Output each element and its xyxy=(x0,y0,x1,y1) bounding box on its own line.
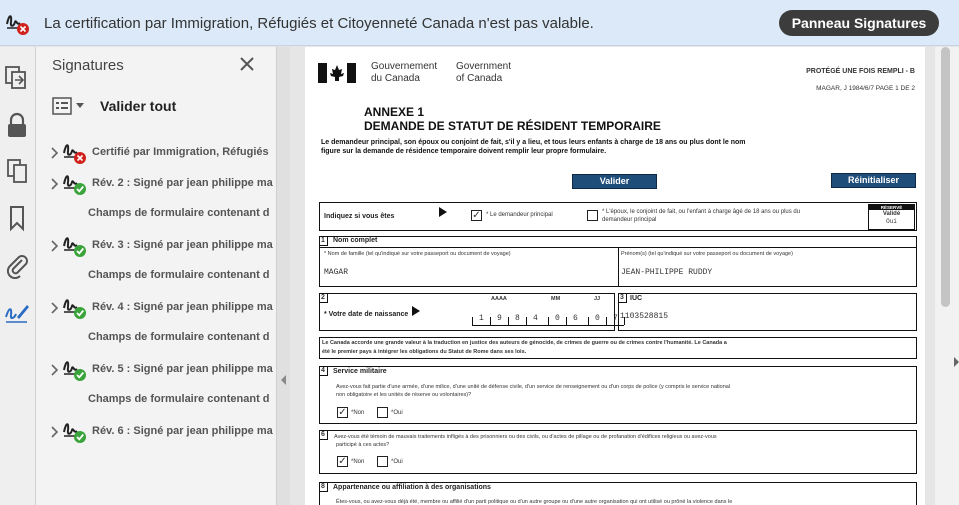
dob-digit: 7 xyxy=(613,314,618,323)
section-6-number: 8 xyxy=(319,482,328,492)
dob-label: * Votre date de naissance xyxy=(324,311,409,318)
chevron-right-icon[interactable] xyxy=(50,301,60,315)
reset-button[interactable]: Réinitialiser xyxy=(831,173,916,188)
dob-digit: 0 xyxy=(555,314,560,323)
signature-item[interactable] xyxy=(36,293,276,323)
section-4-question-1: Avez-vous fait partie d'une armée, d'une milice, d'une unité de défense civile, d'un service de renseignement ou d'un corps de police (y compris le service national xyxy=(336,384,731,390)
year-label: AAAA xyxy=(491,296,507,302)
family-name-field[interactable]: MAGAR xyxy=(324,268,349,277)
divider xyxy=(618,247,619,287)
form-reference: MAGAR, J 1984/6/7 PAGE 1 DE 2 xyxy=(816,85,915,92)
digit-separator xyxy=(472,317,473,325)
signature-label: Certifié par Immigration, Réfugiés xyxy=(92,146,269,158)
arrow-icon xyxy=(439,207,447,217)
digit-separator xyxy=(588,317,589,325)
given-name-field[interactable]: JEAN-PHILIPPE RUDDY xyxy=(621,268,713,277)
intro-line2: figure sur la demande de résidence temporaire doivent remplir leur propre formulaire. xyxy=(321,148,607,155)
chevron-right-icon[interactable] xyxy=(50,425,60,439)
digit-separator xyxy=(508,317,509,325)
close-icon[interactable] xyxy=(236,53,258,75)
protected-label: PROTÉGÉ UNE FOIS REMPLI - B xyxy=(806,68,915,75)
notice-line2: été le premier pays à intégrer les obligations du Statut de Rome dans ses lois. xyxy=(322,349,527,355)
vertical-scrollbar[interactable] xyxy=(935,47,959,505)
chevron-down-icon[interactable] xyxy=(76,103,84,109)
yes-label: *Oui xyxy=(391,459,403,465)
dob-digit: 6 xyxy=(573,314,578,323)
canada-flag-icon xyxy=(318,63,356,83)
signature-label: Rév. 6 : Signé par jean philippe ma xyxy=(92,425,273,437)
day-label: JJ xyxy=(594,296,601,302)
reserved-label: RÉSERVÉ xyxy=(869,205,914,210)
gov-en-line1: Government xyxy=(456,61,512,72)
signatures-panel-button[interactable]: Panneau Signatures xyxy=(779,10,939,36)
no-label: *Non xyxy=(351,459,365,465)
invalid-signature-icon xyxy=(62,139,88,165)
validate-all-label[interactable]: Valider tout xyxy=(100,98,177,114)
section-2-number: 2 xyxy=(319,293,328,303)
panel-splitter[interactable] xyxy=(276,47,290,505)
section-4-no-checkbox[interactable]: ✓ xyxy=(338,407,347,418)
section-3-number: 3 xyxy=(618,293,627,303)
section-6-title: Appartenance ou affiliation à des organisations xyxy=(333,484,491,491)
validate-button[interactable]: Valider xyxy=(572,174,657,189)
signature-item[interactable] xyxy=(36,417,276,447)
panel-title: Signatures xyxy=(52,57,124,74)
family-name-label: * Nom de famille (tel qu'indiqué sur votre passeport ou document de voyage) xyxy=(324,251,511,257)
copy-icon[interactable] xyxy=(3,157,31,185)
signature-label: Rév. 3 : Signé par jean philippe ma xyxy=(92,239,273,251)
collapse-arrow-icon[interactable] xyxy=(281,375,286,385)
annex-title: ANNEXE 1 xyxy=(364,105,425,119)
signature-label: Rév. 5 : Signé par jean philippe ma xyxy=(92,363,273,375)
chevron-right-icon[interactable] xyxy=(50,363,60,377)
section-5-no-checkbox[interactable]: ✓ xyxy=(338,456,347,467)
pages-icon[interactable] xyxy=(3,63,31,91)
valid-signature-icon xyxy=(62,232,88,258)
digit-separator xyxy=(548,317,549,325)
section-6-question-1: Êtes-vous, ou avez-vous déjà été, membre ou affilié d'un parti politique ou d'un autre groupe ou d'une autre organisation qui ont utilisé ou prôné la violence dans le xyxy=(336,499,733,505)
dob-digit: 1 xyxy=(479,314,484,323)
digit-separator xyxy=(490,317,491,325)
principal-checkbox[interactable]: ✓ xyxy=(472,210,481,221)
dob-digit: 9 xyxy=(497,314,502,323)
uci-field[interactable]: 1103528815 xyxy=(620,312,669,321)
reserved-box xyxy=(868,204,915,230)
no-label: *Non xyxy=(351,410,365,416)
valid-signature-icon xyxy=(62,418,88,444)
form-fields-item[interactable]: Champs de formulaire contenant d xyxy=(88,269,270,281)
section-1-number: 1 xyxy=(319,236,328,246)
dob-digit: 4 xyxy=(533,314,538,323)
scrollbar-thumb[interactable] xyxy=(941,47,950,307)
digit-separator xyxy=(566,317,567,325)
digit-separator xyxy=(526,317,527,325)
chevron-right-icon[interactable] xyxy=(50,239,60,253)
indicate-label: Indiquez si vous êtes xyxy=(324,213,395,220)
section-1-title: Nom complet xyxy=(333,237,378,244)
principal-label: * Le demandeur principal xyxy=(486,212,553,218)
gov-fr-line2: du Canada xyxy=(371,73,420,84)
notice-line1: Le Canada accorde une grande valeur à la traduction en justice des auteurs de génocide, de crimes de guerre ou de crimes contre l'humanité. Le Canada a xyxy=(322,340,727,346)
signature-item[interactable] xyxy=(36,355,276,385)
signature-item[interactable] xyxy=(36,169,276,199)
signature-label: Rév. 4 : Signé par jean philippe ma xyxy=(92,301,273,313)
validated-value: Oui xyxy=(886,218,897,225)
valid-signature-icon xyxy=(62,170,88,196)
spouse-label-2: demandeur principal xyxy=(602,217,657,223)
form-fields-item[interactable]: Champs de formulaire contenant d xyxy=(88,331,270,343)
gov-fr-line1: Gouvernement xyxy=(371,61,438,72)
lock-icon[interactable] xyxy=(3,111,31,139)
spouse-checkbox[interactable] xyxy=(587,210,598,221)
section-4-number: 4 xyxy=(319,366,328,376)
section-4-yes-checkbox[interactable] xyxy=(377,407,388,418)
validate-all-row[interactable] xyxy=(50,95,250,119)
document-view[interactable] xyxy=(290,47,935,505)
signature-item[interactable] xyxy=(36,231,276,261)
chevron-right-icon[interactable] xyxy=(50,146,60,160)
signatures-panel xyxy=(36,47,276,505)
left-toolbar xyxy=(0,47,36,505)
form-fields-item[interactable]: Champs de formulaire contenant d xyxy=(88,207,270,219)
digit-separator xyxy=(606,317,607,325)
signature-label: Rév. 2 : Signé par jean philippe ma xyxy=(92,177,273,189)
digit-baseline xyxy=(472,325,624,326)
dob-digit: 0 xyxy=(595,314,600,323)
certification-banner xyxy=(0,0,959,46)
invalid-signature-icon xyxy=(5,10,31,36)
signature-item[interactable] xyxy=(36,138,276,168)
given-name-label: Prénom(s) (tel qu'indiqué sur votre passeport ou document de voyage) xyxy=(621,251,793,257)
form-fields-item[interactable]: Champs de formulaire contenant d xyxy=(88,393,270,405)
valid-signature-icon xyxy=(62,294,88,320)
form-title: DEMANDE DE STATUT DE RÉSIDENT TEMPORAIRE xyxy=(364,119,661,133)
chevron-right-icon[interactable] xyxy=(50,177,60,191)
intro-line1: Le demandeur principal, son époux ou conjoint de fait, s'il y a lieu, et tous leurs enfants à charge de 18 ans ou plus dont le nom xyxy=(321,139,746,146)
signature-pen-icon[interactable] xyxy=(3,297,31,325)
list-options-icon[interactable] xyxy=(52,97,72,115)
banner-message: La certification par Immigration, Réfugiés et Citoyenneté Canada n'est pas valable. xyxy=(44,15,594,32)
bookmark-icon[interactable] xyxy=(3,204,31,232)
section-4-title: Service militaire xyxy=(333,368,387,375)
yes-label: *Oui xyxy=(391,410,403,416)
spouse-label: * L'époux, le conjoint de fait, ou l'enfant à charge âgé de 18 ans ou plus du xyxy=(602,209,801,215)
dob-digit: 8 xyxy=(515,314,520,323)
uci-label: IUC xyxy=(630,295,643,302)
month-label: MM xyxy=(551,296,561,302)
gov-en-line2: of Canada xyxy=(456,73,503,84)
pdf-page xyxy=(305,47,925,505)
section-4-question-2: non obligatoire et les unités de réserve ou volontaires)? xyxy=(336,392,472,398)
section-5-yes-checkbox[interactable] xyxy=(377,456,388,467)
section-5-question-2: participé à ces actes? xyxy=(336,442,390,448)
section-5-number: 6 xyxy=(319,430,328,440)
attachment-icon[interactable] xyxy=(3,251,31,279)
expand-arrow-icon[interactable] xyxy=(954,357,959,367)
valid-signature-icon xyxy=(62,356,88,382)
validated-label: Validé xyxy=(882,211,901,217)
section-5-question-1: Avez-vous été témoin de mauvais traitements infligés à des prisonniers ou des civils, ou d'actes de pillage ou de profanation d'édifices religieux ou avez-vous xyxy=(334,434,717,440)
arrow-icon xyxy=(412,306,420,316)
